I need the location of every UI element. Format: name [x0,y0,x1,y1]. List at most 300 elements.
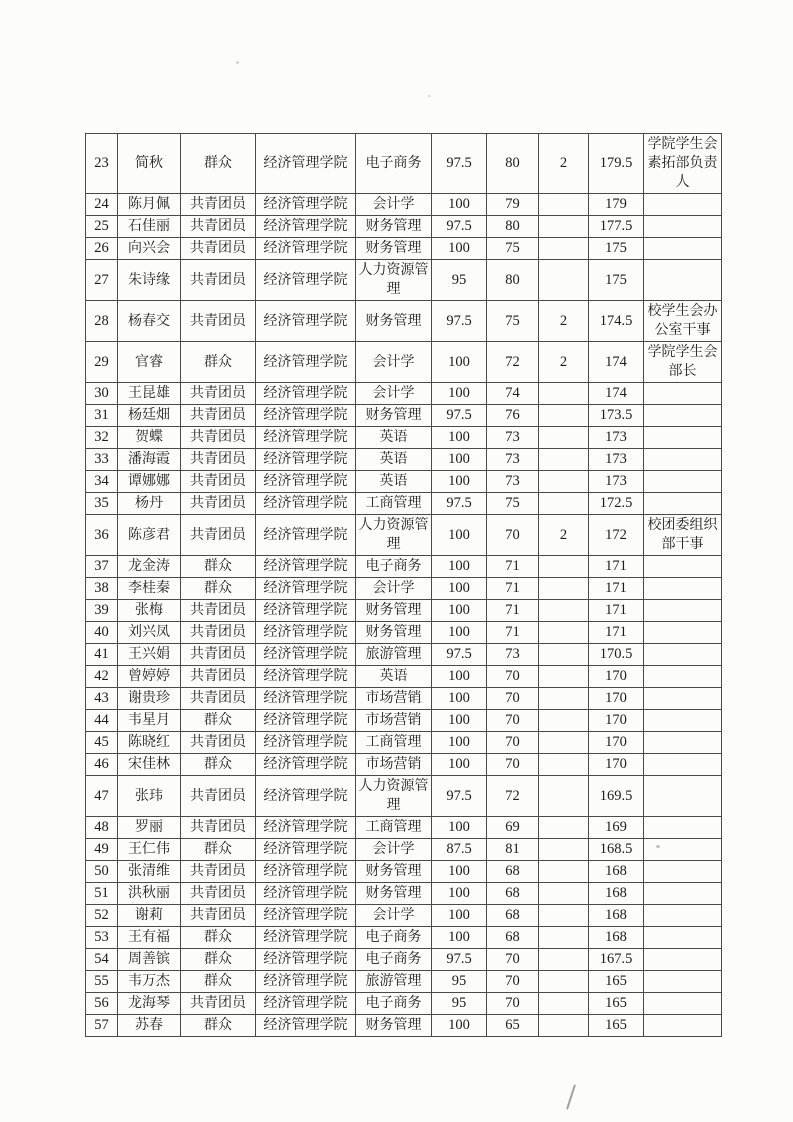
cell-bonus [539,710,589,732]
cell-rank: 44 [86,710,118,732]
cell-score-1: 95 [432,993,487,1015]
cell-political-status: 群众 [181,839,256,861]
table-row [86,1015,722,1037]
cell-rank: 51 [86,883,118,905]
cell-political-status: 共青团员 [181,622,256,644]
cell-score-1: 100 [432,905,487,927]
score-table [85,133,722,1037]
cell-political-status: 共青团员 [181,732,256,754]
cell-major: 财务管理 [356,883,432,905]
cell-name: 潘海霞 [118,449,181,471]
cell-rank: 52 [86,905,118,927]
cell-rank: 30 [86,383,118,405]
cell-note [644,971,722,993]
cell-score-2: 73 [487,471,539,493]
cell-rank: 43 [86,688,118,710]
cell-name: 王昆雄 [118,383,181,405]
cell-score-1: 100 [432,622,487,644]
cell-major: 工商管理 [356,732,432,754]
cell-major: 财务管理 [356,861,432,883]
cell-rank: 55 [86,971,118,993]
cell-total: 168 [589,883,644,905]
cell-score-2: 70 [487,515,539,556]
cell-note [644,666,722,688]
cell-major: 旅游管理 [356,971,432,993]
cell-bonus [539,666,589,688]
cell-rank: 26 [86,238,118,260]
cell-total: 171 [589,600,644,622]
cell-major: 会计学 [356,194,432,216]
cell-score-1: 100 [432,383,487,405]
table-row [86,405,722,427]
cell-college: 经济管理学院 [256,754,356,776]
cell-total: 169 [589,817,644,839]
cell-political-status: 共青团员 [181,493,256,515]
cell-rank: 28 [86,301,118,342]
cell-rank: 25 [86,216,118,238]
cell-score-1: 97.5 [432,776,487,817]
table-row [86,839,722,861]
cell-name: 王有福 [118,927,181,949]
table-row [86,817,722,839]
cell-bonus [539,817,589,839]
cell-note [644,578,722,600]
cell-name: 谢莉 [118,905,181,927]
cell-score-2: 80 [487,134,539,194]
cell-note [644,817,722,839]
cell-college: 经济管理学院 [256,449,356,471]
cell-college: 经济管理学院 [256,427,356,449]
cell-rank: 24 [86,194,118,216]
cell-bonus [539,732,589,754]
cell-score-2: 68 [487,905,539,927]
cell-note [644,194,722,216]
cell-note [644,216,722,238]
cell-major: 会计学 [356,342,432,383]
cell-major: 英语 [356,471,432,493]
cell-score-2: 73 [487,427,539,449]
cell-college: 经济管理学院 [256,732,356,754]
cell-name: 宋佳林 [118,754,181,776]
cell-political-status: 共青团员 [181,194,256,216]
table-row [86,776,722,817]
cell-rank: 47 [86,776,118,817]
cell-score-1: 100 [432,754,487,776]
cell-score-1: 100 [432,688,487,710]
cell-note [644,405,722,427]
cell-rank: 33 [86,449,118,471]
cell-name: 贺蝶 [118,427,181,449]
cell-score-1: 100 [432,883,487,905]
cell-political-status: 群众 [181,556,256,578]
cell-score-1: 100 [432,515,487,556]
cell-major: 财务管理 [356,600,432,622]
cell-total: 168 [589,861,644,883]
cell-score-2: 72 [487,776,539,817]
cell-score-1: 100 [432,449,487,471]
cell-name: 刘兴凤 [118,622,181,644]
cell-bonus [539,260,589,301]
cell-bonus [539,578,589,600]
cell-note [644,839,722,861]
cell-bonus [539,556,589,578]
cell-political-status: 共青团员 [181,688,256,710]
cell-college: 经济管理学院 [256,260,356,301]
table-row [86,600,722,622]
table-row [86,342,722,383]
cell-score-2: 71 [487,578,539,600]
cell-major: 财务管理 [356,1015,432,1037]
cell-note [644,754,722,776]
cell-score-1: 100 [432,427,487,449]
cell-political-status: 共青团员 [181,301,256,342]
table-row [86,301,722,342]
cell-name: 谢贵珍 [118,688,181,710]
cell-bonus [539,471,589,493]
table-row [86,710,722,732]
cell-college: 经济管理学院 [256,556,356,578]
cell-note [644,493,722,515]
cell-score-2: 72 [487,342,539,383]
cell-name: 韦星月 [118,710,181,732]
table-row [86,754,722,776]
cell-name: 龙海琴 [118,993,181,1015]
cell-name: 洪秋丽 [118,883,181,905]
cell-score-2: 70 [487,710,539,732]
cell-total: 170 [589,754,644,776]
cell-major: 会计学 [356,839,432,861]
cell-political-status: 群众 [181,710,256,732]
cell-rank: 36 [86,515,118,556]
cell-political-status: 群众 [181,1015,256,1037]
cell-total: 173 [589,449,644,471]
cell-political-status: 共青团员 [181,644,256,666]
cell-political-status: 群众 [181,578,256,600]
cell-college: 经济管理学院 [256,622,356,644]
cell-name: 石佳丽 [118,216,181,238]
cell-total: 174 [589,383,644,405]
cell-bonus [539,238,589,260]
table-row [86,260,722,301]
cell-score-1: 100 [432,556,487,578]
cell-major: 财务管理 [356,238,432,260]
cell-rank: 27 [86,260,118,301]
cell-score-2: 71 [487,622,539,644]
cell-political-status: 共青团员 [181,861,256,883]
cell-major: 人力资源管理 [356,776,432,817]
cell-score-2: 80 [487,260,539,301]
table-row [86,905,722,927]
cell-rank: 50 [86,861,118,883]
cell-score-2: 76 [487,405,539,427]
cell-college: 经济管理学院 [256,238,356,260]
cell-name: 韦万杰 [118,971,181,993]
cell-note [644,883,722,905]
cell-name: 陈月佩 [118,194,181,216]
table-row [86,971,722,993]
cell-score-1: 100 [432,817,487,839]
cell-bonus [539,427,589,449]
cell-score-1: 100 [432,194,487,216]
cell-note [644,383,722,405]
cell-score-1: 97.5 [432,644,487,666]
cell-political-status: 群众 [181,342,256,383]
table-row [86,622,722,644]
cell-total: 177.5 [589,216,644,238]
cell-name: 杨丹 [118,493,181,515]
cell-major: 人力资源管理 [356,515,432,556]
cell-score-2: 70 [487,754,539,776]
cell-political-status: 群众 [181,927,256,949]
cell-total: 173 [589,427,644,449]
cell-bonus [539,949,589,971]
cell-score-1: 97.5 [432,301,487,342]
table-row [86,732,722,754]
cell-score-1: 100 [432,666,487,688]
cell-bonus [539,927,589,949]
cell-college: 经济管理学院 [256,883,356,905]
table-row [86,556,722,578]
cell-name: 张玮 [118,776,181,817]
cell-major: 英语 [356,427,432,449]
cell-college: 经济管理学院 [256,134,356,194]
cell-bonus [539,993,589,1015]
cell-note [644,644,722,666]
cell-name: 李桂秦 [118,578,181,600]
cell-total: 173.5 [589,405,644,427]
cell-note [644,449,722,471]
table-row [86,688,722,710]
cell-note [644,688,722,710]
cell-college: 经济管理学院 [256,861,356,883]
cell-score-2: 73 [487,644,539,666]
cell-political-status: 群众 [181,949,256,971]
table-row [86,578,722,600]
cell-total: 175 [589,238,644,260]
cell-college: 经济管理学院 [256,710,356,732]
table-row [86,927,722,949]
cell-score-1: 97.5 [432,134,487,194]
cell-note [644,556,722,578]
cell-name: 官睿 [118,342,181,383]
cell-bonus: 2 [539,134,589,194]
cell-major: 财务管理 [356,405,432,427]
cell-score-2: 69 [487,817,539,839]
cell-political-status: 共青团员 [181,883,256,905]
cell-major: 电子商务 [356,556,432,578]
cell-name: 谭娜娜 [118,471,181,493]
cell-note [644,710,722,732]
cell-major: 财务管理 [356,622,432,644]
cell-score-1: 100 [432,732,487,754]
cell-score-1: 97.5 [432,405,487,427]
table-row [86,471,722,493]
cell-college: 经济管理学院 [256,493,356,515]
cell-political-status: 共青团员 [181,905,256,927]
cell-score-1: 100 [432,342,487,383]
cell-political-status: 共青团员 [181,405,256,427]
cell-rank: 37 [86,556,118,578]
cell-rank: 57 [86,1015,118,1037]
cell-total: 165 [589,971,644,993]
cell-score-2: 75 [487,301,539,342]
cell-rank: 31 [86,405,118,427]
cell-bonus [539,754,589,776]
cell-total: 168.5 [589,839,644,861]
cell-note [644,927,722,949]
cell-bonus: 2 [539,515,589,556]
cell-name: 曾婷婷 [118,666,181,688]
cell-college: 经济管理学院 [256,515,356,556]
cell-score-1: 100 [432,927,487,949]
cell-score-2: 74 [487,383,539,405]
scan-speckle [236,61,239,64]
cell-total: 165 [589,993,644,1015]
cell-college: 经济管理学院 [256,600,356,622]
cell-note [644,861,722,883]
cell-bonus [539,493,589,515]
cell-score-2: 70 [487,666,539,688]
cell-score-2: 70 [487,971,539,993]
cell-major: 市场营销 [356,710,432,732]
table-row [86,861,722,883]
cell-bonus [539,1015,589,1037]
cell-name: 龙金涛 [118,556,181,578]
cell-note: 学院学生会部长 [644,342,722,383]
cell-total: 171 [589,578,644,600]
cell-score-2: 75 [487,493,539,515]
cell-rank: 53 [86,927,118,949]
cell-note [644,776,722,817]
table-row [86,134,722,194]
score-table-body [86,134,722,1037]
cell-score-2: 65 [487,1015,539,1037]
cell-college: 经济管理学院 [256,993,356,1015]
cell-bonus [539,883,589,905]
cell-total: 170 [589,732,644,754]
cell-political-status: 共青团员 [181,260,256,301]
cell-political-status: 共青团员 [181,383,256,405]
cell-bonus [539,216,589,238]
cell-score-2: 68 [487,883,539,905]
cell-rank: 48 [86,817,118,839]
cell-total: 172 [589,515,644,556]
cell-bonus [539,405,589,427]
cell-score-1: 100 [432,1015,487,1037]
cell-bonus [539,776,589,817]
cell-bonus [539,194,589,216]
cell-bonus [539,861,589,883]
cell-score-2: 75 [487,238,539,260]
cell-name: 张清维 [118,861,181,883]
cell-bonus: 2 [539,342,589,383]
cell-bonus [539,905,589,927]
cell-rank: 23 [86,134,118,194]
cell-bonus [539,688,589,710]
cell-rank: 35 [86,493,118,515]
cell-rank: 38 [86,578,118,600]
cell-name: 罗丽 [118,817,181,839]
cell-score-1: 95 [432,971,487,993]
cell-college: 经济管理学院 [256,578,356,600]
cell-rank: 49 [86,839,118,861]
cell-major: 电子商务 [356,949,432,971]
cell-total: 179.5 [589,134,644,194]
cell-rank: 40 [86,622,118,644]
cell-name: 苏春 [118,1015,181,1037]
cell-total: 170 [589,710,644,732]
cell-note [644,1015,722,1037]
cell-political-status: 群众 [181,754,256,776]
cell-total: 168 [589,905,644,927]
cell-note [644,732,722,754]
cell-bonus [539,600,589,622]
cell-political-status: 共青团员 [181,817,256,839]
cell-total: 179 [589,194,644,216]
cell-score-2: 68 [487,861,539,883]
cell-political-status: 共青团员 [181,993,256,1015]
table-row [86,883,722,905]
table-row [86,493,722,515]
table-row [86,449,722,471]
cell-college: 经济管理学院 [256,817,356,839]
cell-score-1: 87.5 [432,839,487,861]
cell-major: 财务管理 [356,301,432,342]
cell-bonus [539,449,589,471]
pen-mark [566,1084,576,1109]
cell-major: 电子商务 [356,927,432,949]
cell-note [644,427,722,449]
table-row [86,666,722,688]
cell-score-1: 100 [432,578,487,600]
cell-note [644,260,722,301]
cell-political-status: 群众 [181,971,256,993]
cell-college: 经济管理学院 [256,949,356,971]
cell-name: 向兴会 [118,238,181,260]
table-row [86,993,722,1015]
cell-note: 校团委组织部干事 [644,515,722,556]
cell-note: 学院学生会素拓部负责人 [644,134,722,194]
cell-name: 陈晓红 [118,732,181,754]
cell-college: 经济管理学院 [256,839,356,861]
cell-political-status: 共青团员 [181,471,256,493]
cell-bonus [539,644,589,666]
cell-political-status: 共青团员 [181,216,256,238]
cell-bonus [539,622,589,644]
cell-bonus: 2 [539,301,589,342]
table-row [86,216,722,238]
cell-major: 工商管理 [356,493,432,515]
table-row [86,238,722,260]
cell-political-status: 共青团员 [181,600,256,622]
cell-college: 经济管理学院 [256,405,356,427]
cell-note [644,949,722,971]
cell-political-status: 共青团员 [181,449,256,471]
cell-score-1: 100 [432,471,487,493]
cell-rank: 45 [86,732,118,754]
cell-total: 165 [589,1015,644,1037]
cell-name: 杨春交 [118,301,181,342]
cell-rank: 39 [86,600,118,622]
cell-note [644,905,722,927]
cell-score-2: 79 [487,194,539,216]
cell-college: 经济管理学院 [256,644,356,666]
cell-rank: 42 [86,666,118,688]
cell-note: 校学生会办公室干事 [644,301,722,342]
cell-college: 经济管理学院 [256,216,356,238]
cell-college: 经济管理学院 [256,927,356,949]
cell-major: 旅游管理 [356,644,432,666]
